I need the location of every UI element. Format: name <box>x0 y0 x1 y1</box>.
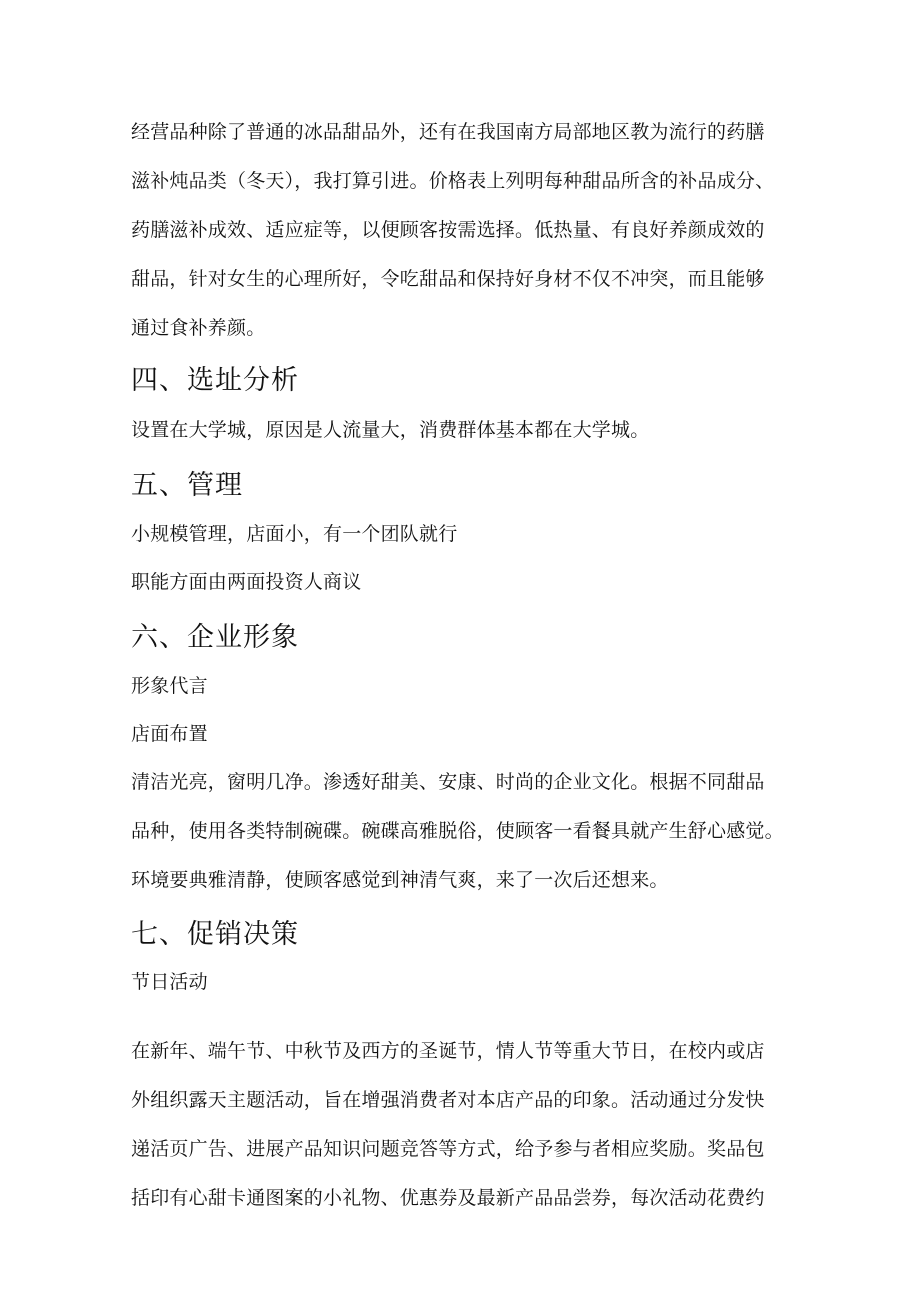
section-7-line-2: 外组织露天主题活动，旨在增强消费者对本店产品的印象。活动通过分发快 <box>131 1089 765 1111</box>
section-6-paragraph <box>131 758 811 905</box>
section-7-heading: 七、促销决策 <box>131 919 299 950</box>
intro-line-4: 甜品，针对女生的心理所好，令吃甜品和保持好身材不仅不冲突，而且能够 <box>131 268 765 290</box>
section-5-item-2: 职能方面由两面投资人商议 <box>131 571 362 593</box>
section-4-heading: 四、选址分析 <box>131 365 299 396</box>
intro-line-3: 药膳滋补成效、适应症等，以便顾客按需选择。低热量、有良好养颜成效的 <box>131 219 765 241</box>
intro-line-5: 通过食补养颜。 <box>131 317 266 339</box>
section-7-sub-1: 节日活动 <box>131 971 208 993</box>
section-6-line-2: 品种，使用各类特制碗碟。碗碟高雅脱俗，使顾客一看餐具就产生舒心感觉。 <box>131 820 784 842</box>
section-7-line-4: 括印有心甜卡通图案的小礼物、优惠券及最新产品品尝券，每次活动花费约 <box>131 1187 765 1209</box>
section-6-sub-2: 店面布置 <box>131 723 208 745</box>
section-7-line-1: 在新年、端午节、中秋节及西方的圣诞节，情人节等重大节日，在校内或店 <box>131 1040 765 1062</box>
section-6-heading: 六、企业形象 <box>131 622 299 653</box>
intro-paragraph <box>131 108 811 353</box>
section-6-line-1: 清洁光亮，窗明几净。渗透好甜美、安康、时尚的企业文化。根据不同甜品 <box>131 771 765 793</box>
section-7-line-3: 递活页广告、进展产品知识问题竞答等方式，给予参与者相应奖励。奖品包 <box>131 1138 765 1160</box>
section-5-item-1: 小规模管理，店面小，有一个团队就行 <box>131 523 458 545</box>
section-4-text: 设置在大学城，原因是人流量大，消费群体基本都在大学城。 <box>131 419 650 441</box>
section-5-heading: 五、管理 <box>131 470 243 501</box>
section-6-line-3: 环境要典雅清静，使顾客感觉到神清气爽，来了一次后还想来。 <box>131 869 669 891</box>
intro-line-2: 滋补炖品类（冬天），我打算引进。价格表上列明每种甜品所含的补品成分、 <box>131 170 775 192</box>
intro-line-1: 经营品种除了普通的冰品甜品外，还有在我国南方局部地区教为流行的药膳 <box>131 121 765 143</box>
section-7-paragraph <box>131 1027 811 1223</box>
section-6-sub-1: 形象代言 <box>131 675 208 697</box>
